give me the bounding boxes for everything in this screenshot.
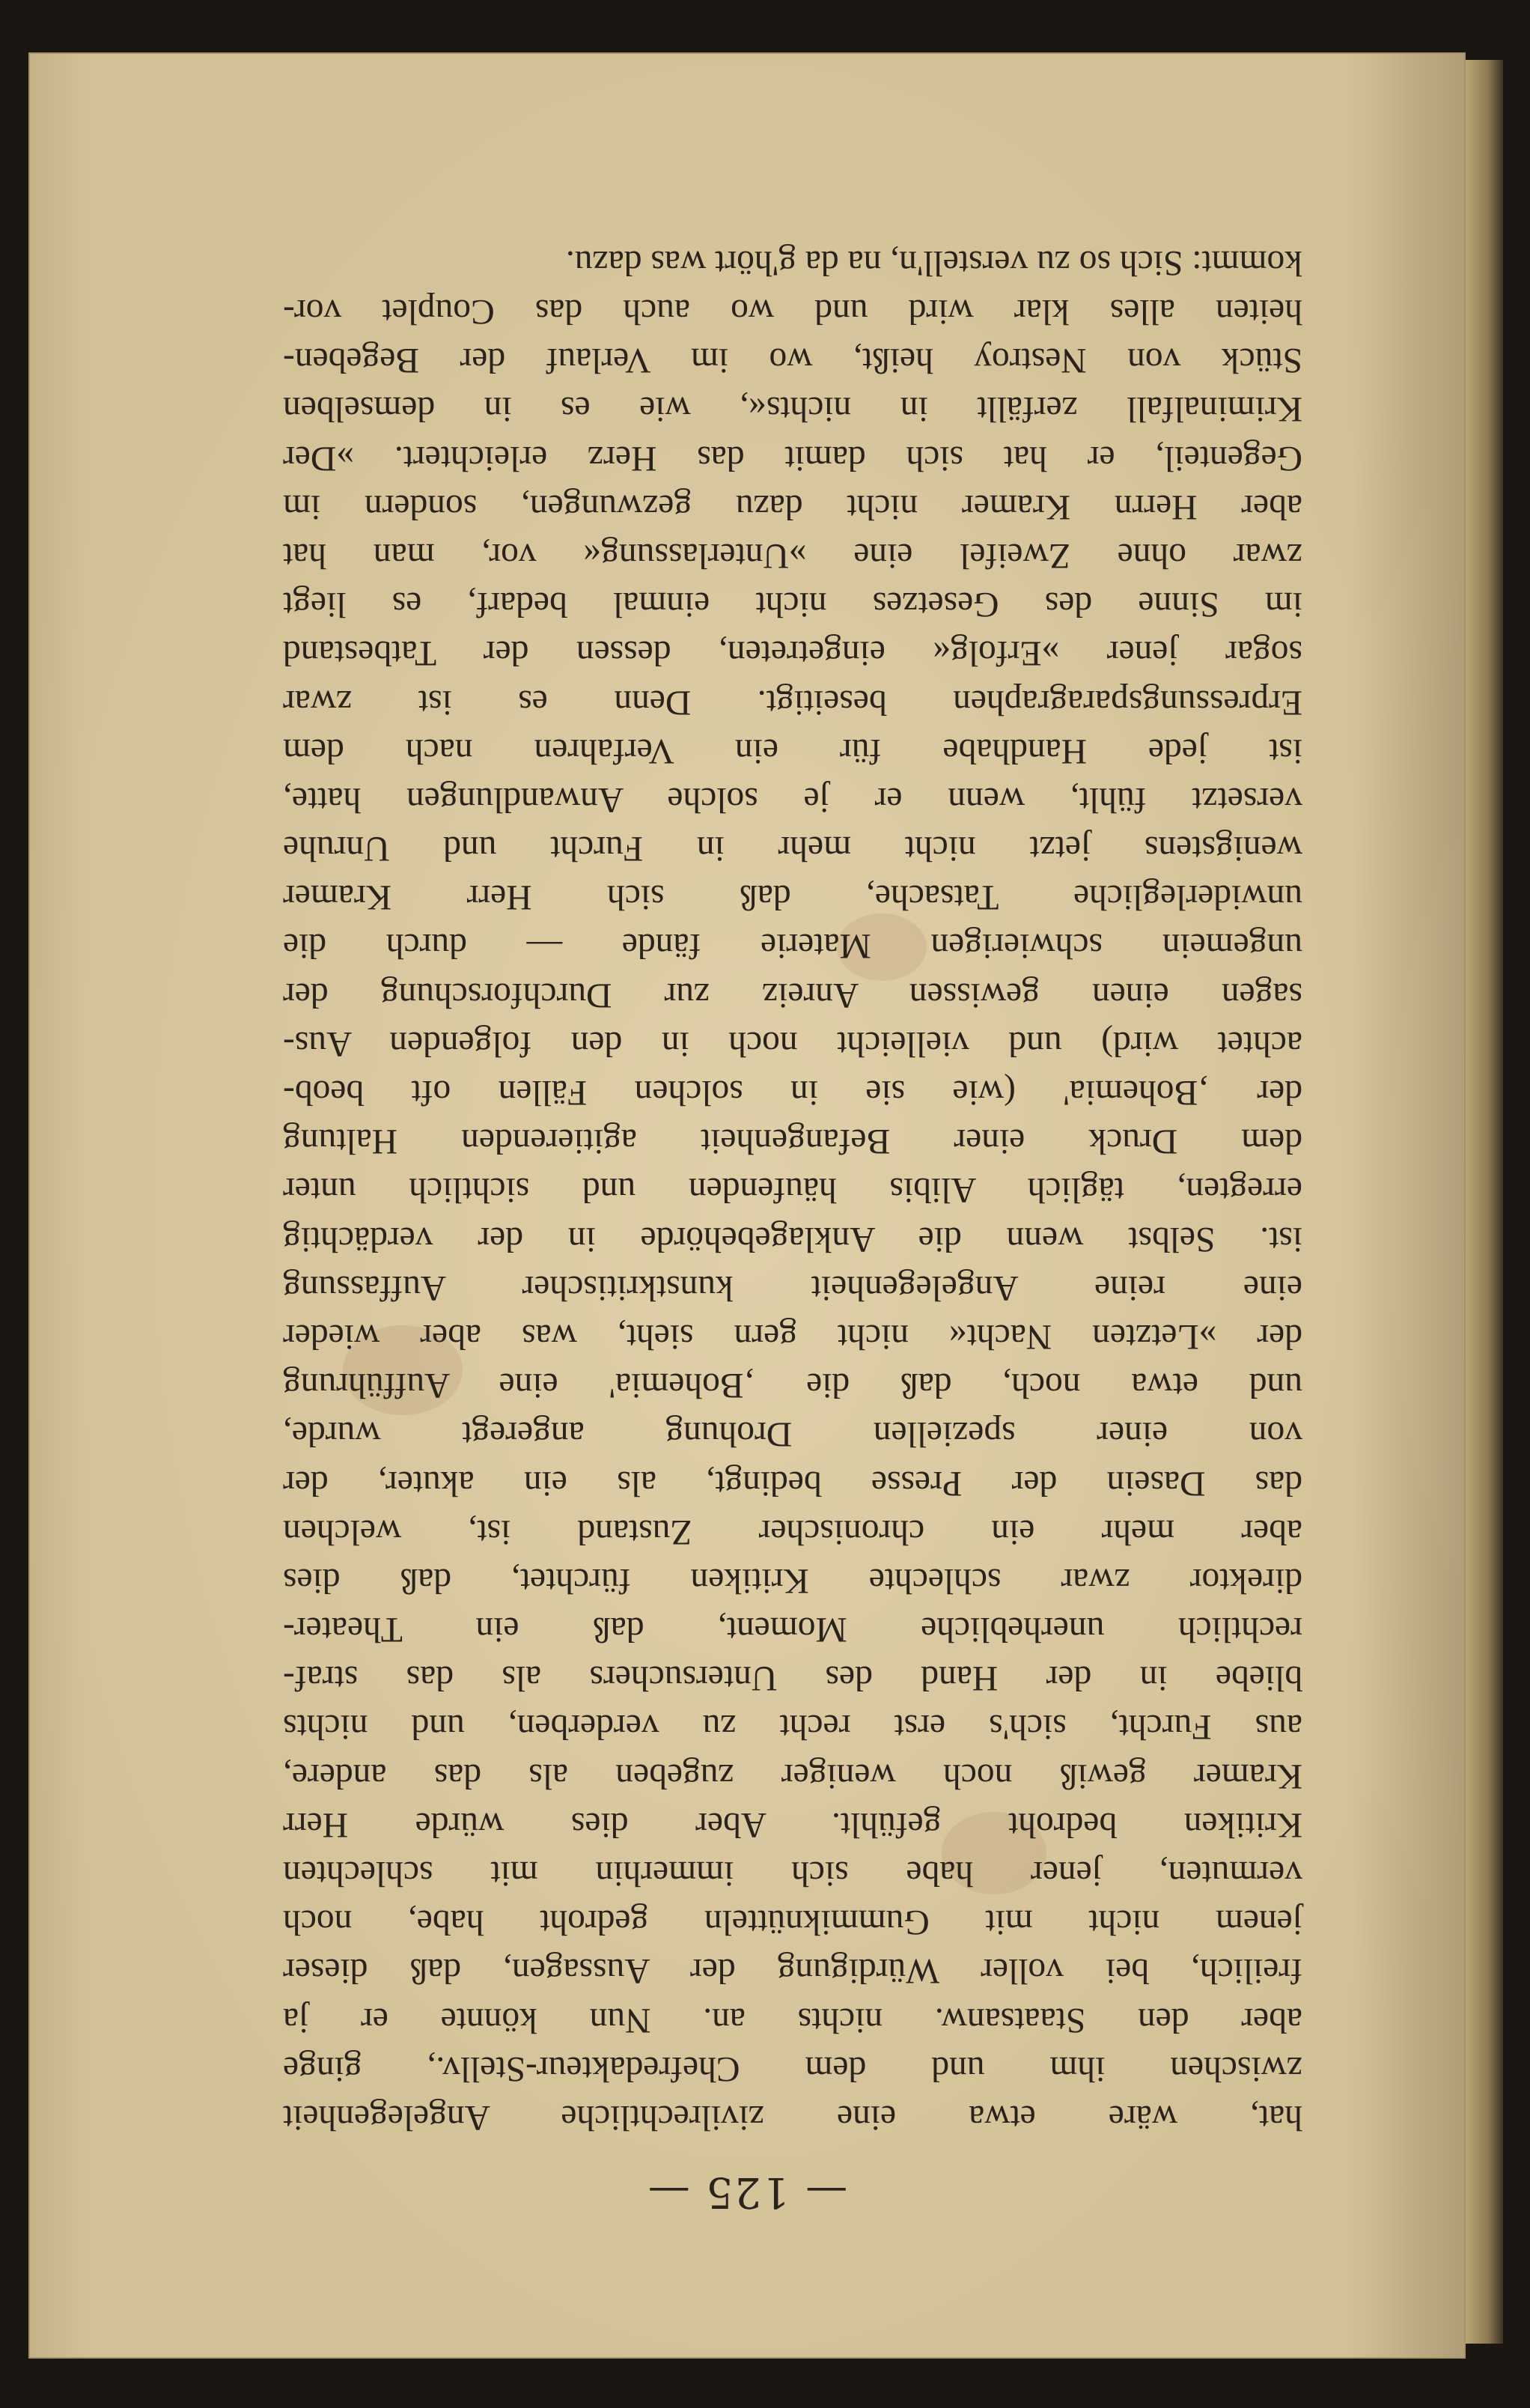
text-line: freilich, bei voller Würdigung der Aussagen, daß dieser (283, 1951, 1302, 1991)
text-line: sogar jener »Erfolg« eingetreten, dessen der Tatbestand (283, 633, 1302, 673)
text-line: kommt: Sich so zu verstell'n, na da g'hört was dazu. (565, 243, 1302, 282)
rotated-content (28, 52, 1466, 2359)
text-line: zwischen ihm und dem Chefredakteur-Stellv., ginge (283, 2049, 1302, 2088)
text-line: zwar ohne Zweifel eine »Unterlassung« vor, man hat (283, 536, 1302, 575)
text-line: aber den Staatsanw. nichts an. Nun könnte er ja (283, 2000, 1302, 2040)
text-line: bliebe in der Hand des Untersuchers als das straf- (283, 1658, 1302, 1698)
body-text (283, 238, 1302, 2141)
book-page (28, 52, 1466, 2359)
text-line: achtet wird) und vielleicht noch in den folgenden Aus- (283, 1024, 1302, 1063)
text-line: im Sinne des Gesetzes nicht einmal bedarf, es liegt (283, 585, 1302, 624)
text-line: und etwa noch, daß die ‚Bohemia' eine Aufführung (283, 1366, 1302, 1405)
text-line: von einer speziellen Drohung angeregt wurde, (283, 1414, 1302, 1454)
text-line: das Dasein der Presse bedingt, als ein akuter, der (283, 1463, 1302, 1503)
text-line: aber mehr ein chronischer Zustand ist, welchen (283, 1512, 1302, 1551)
text-line: vermuten, jener habe sich immerhin mit schlechten (283, 1854, 1302, 1894)
text-line: ist. Selbst wenn die Anklagebehörde in der verdächtig (283, 1219, 1302, 1259)
text-line: ist jede Handhabe für ein Verfahren nach dem (283, 731, 1302, 770)
text-line: ungemein schwierigen Materie fände — durch die (283, 926, 1302, 966)
text-line: Kramer gewiß noch weniger zugeben als das andere, (283, 1756, 1302, 1796)
text-line: jenem nicht mit Gummiknütteln gedroht habe, noch (283, 1903, 1302, 1942)
text-line: Kriminalfall zerfällt in nichts«, wie es in demselben (283, 389, 1302, 429)
text-line: eine reine Angelegenheit kunstkritischer Auffassung (283, 1268, 1302, 1307)
text-line: dem Druck einer Befangenheit agitierenden Haltung (283, 1122, 1302, 1161)
page-number: — 125 — (646, 2168, 848, 2216)
text-line: Stück von Nestroy heißt, wo im Verlauf der Begeben- (283, 341, 1302, 380)
text-line: aber Herrn Kramer nicht dazu gezwungen, sondern im (283, 487, 1302, 526)
text-line: Erpressungsparagraphen beseitigt. Denn es ist zwar (283, 682, 1302, 722)
text-line: Kritiken bedroht gefühlt. Aber dies würde Herr (283, 1805, 1302, 1844)
text-line: erregten, täglich Alibis häufenden und sichtlich unter (283, 1170, 1302, 1210)
text-line: hat, wäre etwa eine zivilrechtliche Angelegenheit (283, 2098, 1302, 2137)
page-edge (1466, 60, 1503, 2344)
text-line: heiten alles klar wird und wo auch das Couplet vor- (283, 292, 1302, 332)
text-line: Gegenteil, er hat sich damit das Herz erleichtert. »Der (283, 438, 1302, 478)
text-line: unwiderlegliche Tatsache, daß sich Herr Kramer (283, 878, 1302, 917)
text-line: versetzt fühlt, wenn er je solche Anwandlungen hatte, (283, 779, 1302, 819)
text-line: der »Letzten Nacht« nicht gern sieht, was aber wieder (283, 1317, 1302, 1356)
text-line: der ‚Bohemia' (wie sie in solchen Fällen oft beob- (283, 1073, 1302, 1113)
text-line: direktor zwar schlechte Kritiken fürchtet, daß dies (283, 1560, 1302, 1600)
text-line: sagen einen gewissen Anreiz zur Durchforschung der (283, 975, 1302, 1015)
text-line: wenigstens jetzt nicht mehr in Furcht und Unruhe (283, 829, 1302, 869)
text-line: aus Furcht, sich's erst recht zu verderben, und nichts (283, 1707, 1302, 1747)
text-line: rechtlich unerhebliche Moment, daß ein Theater- (283, 1610, 1302, 1650)
